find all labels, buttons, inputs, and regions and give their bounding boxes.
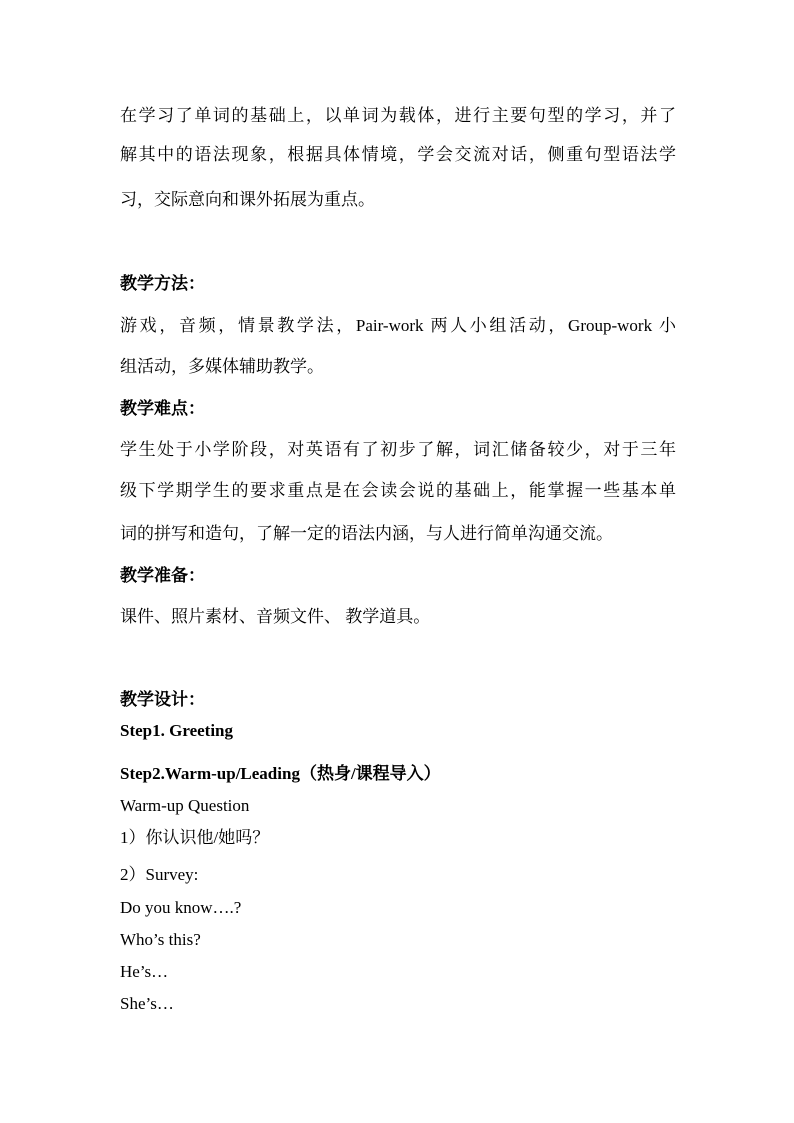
difficulty-line: 级下学期学生的要求重点是在会读会说的基础上，能掌握一些基本单 (120, 481, 676, 500)
question-2: 2）Survey: (120, 865, 199, 884)
dialog-line: He’s… (120, 962, 169, 981)
difficulty-heading: 教学难点： (120, 399, 205, 418)
dialog-line: Who’s this? (120, 930, 201, 949)
methods-line: 组活动，多媒体辅助教学。 (120, 357, 324, 376)
design-heading: 教学设计： (120, 690, 205, 709)
step1-heading: Step1. Greeting (120, 721, 234, 740)
methods-line: 游戏，音频，情景教学法，Pair-work 两人小组活动，Group-work 小 (120, 316, 676, 335)
warmup-title: Warm-up Question (120, 796, 250, 815)
dialog-line: Do you know….? (120, 898, 242, 917)
methods-heading: 教学方法： (120, 274, 205, 293)
dialog-line: She’s… (120, 994, 174, 1013)
intro-line: 在学习了单词的基础上，以单词为载体，进行主要句型的学习，并了 (120, 106, 676, 125)
intro-line: 习，交际意向和课外拓展为重点。 (120, 190, 375, 209)
preparation-text: 课件、照片素材、音频文件、 教学道具。 (120, 607, 431, 626)
methods-paragraph (120, 315, 676, 337)
preparation-heading: 教学准备： (120, 566, 205, 585)
difficulty-line: 词的拼写和造句，了解一定的语法内涵，与人进行简单沟通交流。 (120, 524, 613, 543)
difficulty-paragraph (120, 439, 676, 502)
step2-heading: Step2.Warm-up/Leading（热身/课程导入） (120, 764, 441, 783)
difficulty-line: 学生处于小学阶段，对英语有了初步了解，词汇储备较少，对于三年 (120, 440, 676, 459)
intro-paragraph (120, 105, 676, 183)
intro-line: 解其中的语法现象，根据具体情境，学会交流对话，侧重句型语法学 (120, 145, 676, 164)
question-1: 1）你认识他/她吗？ (120, 828, 270, 847)
